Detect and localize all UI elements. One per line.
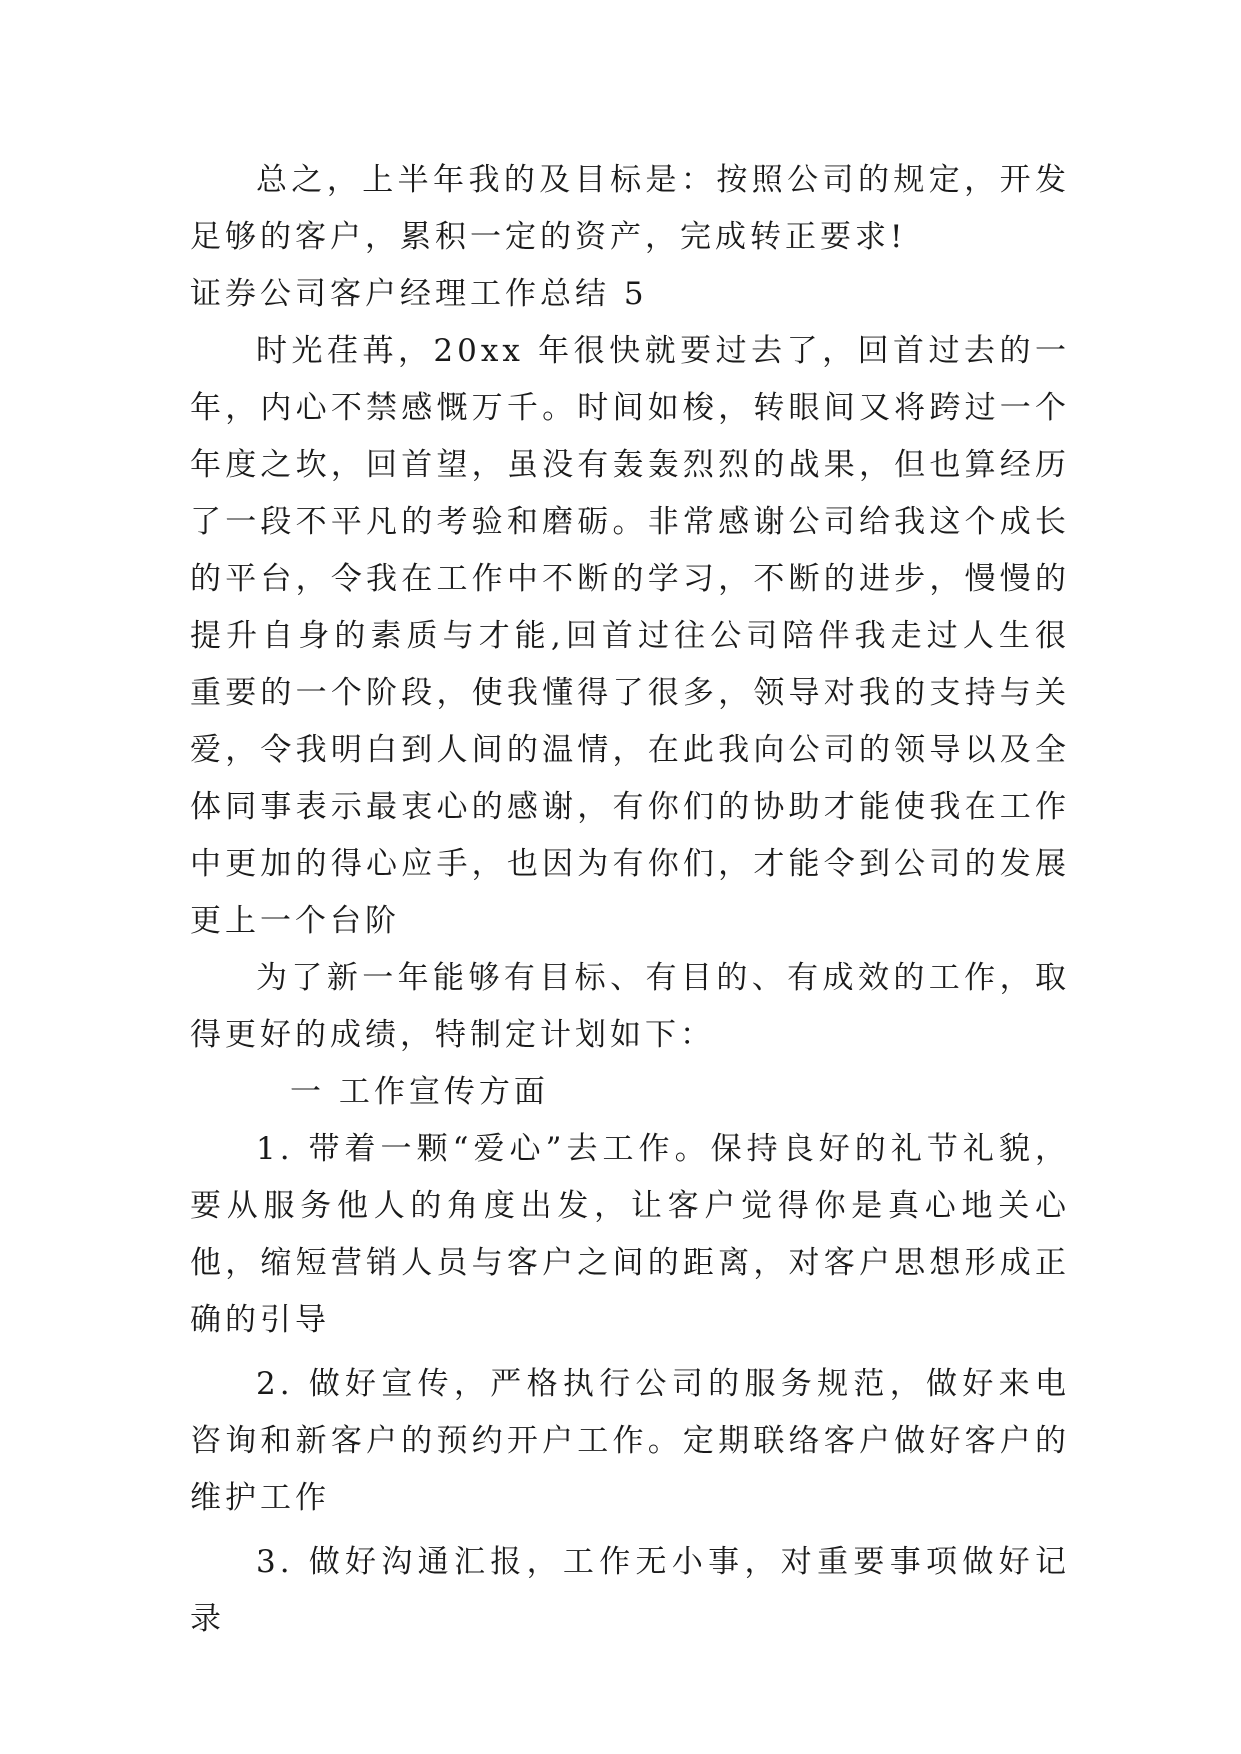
intro-paragraph: 时光荏苒，20xx 年很快就要过去了，回首过去的一年，内心不禁感慨万千。时间如梭，转眼间又将跨过一个年度之坎，回首望，虽没有轰轰烈烈的战果，但也算经历了一段不平凡的考验和磨砺。非常感谢公司给我这个成长的平台，令我在工作中不断的学习，不断的进步，慢慢的提升自身的素质与才能,回首过往公司陪伴我走过人生很重要的一个阶段，使我懂得了很多，领导对我的支持与关爱，令我明白到人间的温情，在此我向公司的领导以及全体同事表示最衷心的感谢，有你们的协助才能使我在工作中更加的得心应手，也因为有你们，才能令到公司的发展更上一个台阶 (190, 333, 1070, 939)
plan-paragraph: 为了新一年能够有目标、有目的、有成效的工作，取得更好的成绩，特制定计划如下： (190, 960, 1070, 1053)
section-heading-publicity: 一 工作宣传方面 (290, 1074, 549, 1110)
list-item-3: 3. 做好沟通汇报，工作无小事，对重要事项做好记录 (190, 1544, 1070, 1637)
list-item-1: 1. 带着一颗“爱心”去工作。保持良好的礼节礼貌，要从服务他人的角度出发，让客户觉得你是真心地关心他，缩短营销人员与客户之间的距离，对客户思想形成正确的引导 (190, 1131, 1070, 1338)
list-item-2: 2. 做好宣传，严格执行公司的服务规范，做好来电咨询和新客户的预约开户工作。定期联络客户做好客户的维护工作 (190, 1366, 1070, 1516)
closing-paragraph: 总之，上半年我的及目标是：按照公司的规定，开发足够的客户，累积一定的资产，完成转正要求! (190, 162, 1070, 255)
document-page (190, 152, 1070, 1648)
section-title: 证券公司客户经理工作总结 5 (190, 276, 648, 312)
